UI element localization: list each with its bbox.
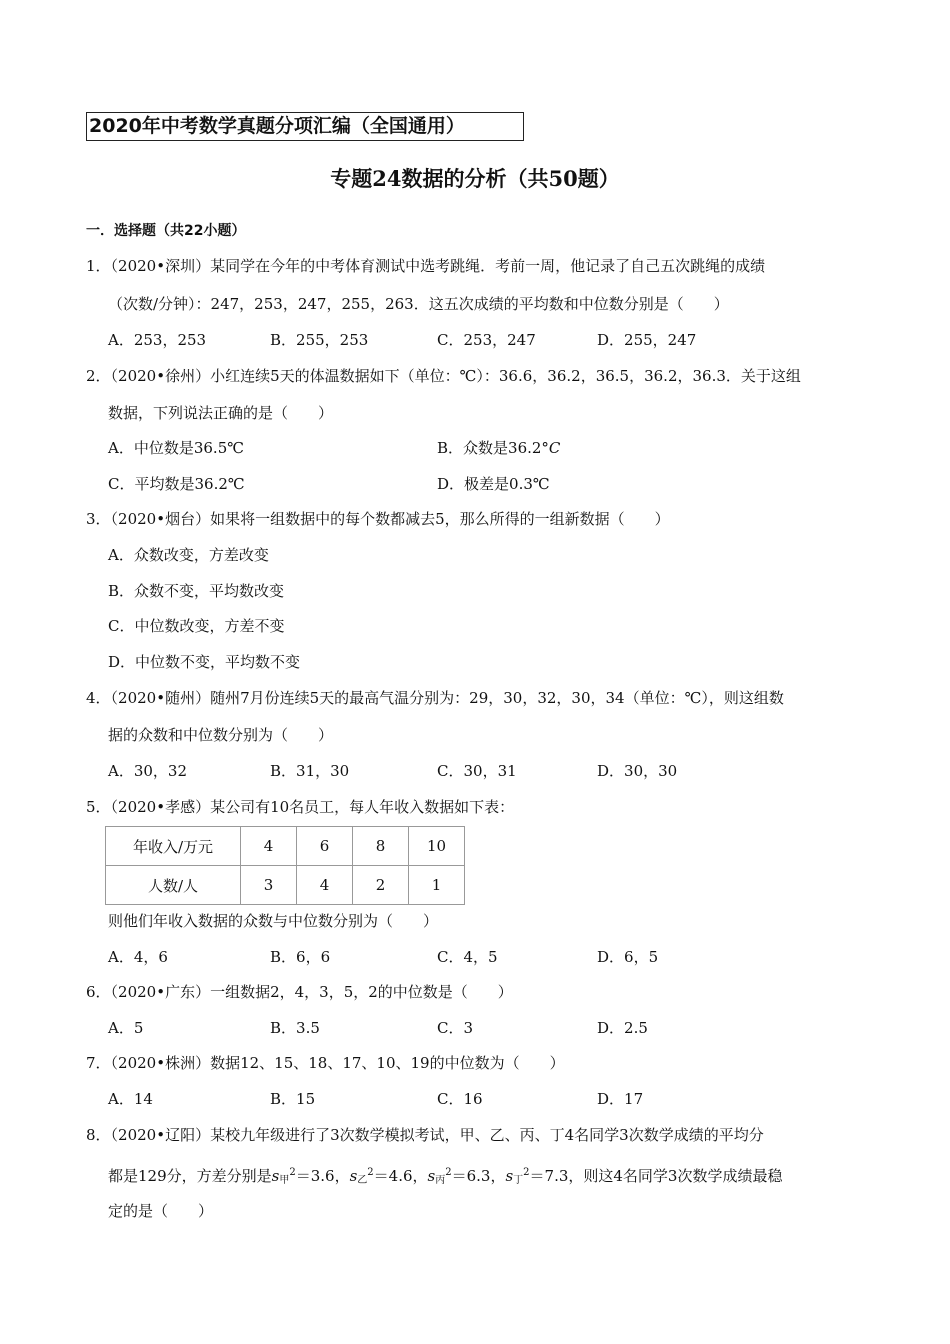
question-1-option-c: C．253，247 (437, 331, 536, 349)
section-heading: 一．选择题（共22小题） (86, 223, 246, 239)
variance-value: ＝6.3， (451, 1167, 506, 1185)
question-4-option-a: A．30，32 (108, 762, 188, 780)
variance-subscript: 甲 (279, 1175, 290, 1186)
variance-subscript: 丁 (513, 1175, 524, 1186)
table-cell: 4 (241, 827, 297, 866)
page-title: 专题24数据的分析（共50题） (330, 166, 620, 191)
variance-subscript: 乙 (357, 1175, 368, 1186)
variance-value: ＝4.6， (373, 1167, 428, 1185)
question-1-line-1: 1．（2020•深圳）某同学在今年的中考体育测试中选考跳绳．考前一周，他记录了自己五次跳绳的成绩 (86, 257, 766, 275)
question-5-option-b: B．6，6 (270, 948, 331, 966)
question-5-option-a: A．4，6 (108, 948, 168, 966)
question-7-line-1: 7．（2020•株洲）数据12、15、18、17、10、19的中位数为（ ） (86, 1054, 565, 1072)
question-4-option-b: B．31，30 (270, 762, 350, 780)
table-cell: 3 (241, 866, 297, 905)
question-4-line-1: 4．（2020•随州）随州7月份连续5天的最高气温分别为：29，30，32，30，34（单位：℃），则这组数 (86, 689, 784, 707)
question-8-line-1: 8．（2020•辽阳）某校九年级进行了3次数学模拟考试，甲、乙、丙、丁4名同学3次数学成绩的平均分 (86, 1126, 764, 1144)
square-exponent: 2 (523, 1167, 530, 1178)
table-row (106, 827, 465, 866)
question-3-option-a: A．众数改变，方差改变 (108, 546, 269, 564)
question-2-option-b-unit: C (548, 439, 561, 457)
question-5-option-c: C．4，5 (437, 948, 498, 966)
question-8-text: 都是129分，方差分别是 (108, 1167, 272, 1185)
question-1-option-b: B．255，253 (270, 331, 369, 349)
question-7-option-a: A．14 (108, 1090, 153, 1108)
table-cell: 6 (297, 827, 353, 866)
square-exponent: 2 (289, 1167, 296, 1178)
question-8-line-3: 定的是（ ） (108, 1202, 214, 1220)
table-cell: 4 (297, 866, 353, 905)
question-1-line-2: （次数/分钟）：247，253，247，255，263．这五次成绩的平均数和中位数分别是（ ） (108, 295, 729, 313)
question-4-option-d: D．30，30 (597, 762, 678, 780)
question-2-option-d: D．极差是0.3℃ (437, 475, 550, 493)
square-exponent: 2 (367, 1167, 374, 1178)
variance-symbol: s (349, 1167, 358, 1185)
question-5-option-d: D．6，5 (597, 948, 659, 966)
question-2-option-b-text: B．众数是36.2° (437, 439, 549, 457)
variance-subscript: 丙 (435, 1175, 446, 1186)
question-1-option-a: A．253，253 (108, 331, 207, 349)
question-1-option-d: D．255，247 (597, 331, 697, 349)
question-2-line-2: 数据，下列说法正确的是（ ） (108, 404, 334, 422)
table-cell: 人数/人 (106, 866, 241, 905)
question-5-line-2: 则他们年收入数据的众数与中位数分别为（ ） (108, 912, 439, 930)
question-2-option-b (437, 438, 560, 458)
question-6-option-d: D．2.5 (597, 1019, 648, 1037)
question-3-option-d: D．中位数不变，平均数不变 (108, 653, 301, 671)
income-table (105, 826, 465, 905)
table-cell: 10 (409, 827, 465, 866)
question-6-option-b: B．3.5 (270, 1019, 320, 1037)
table-cell: 1 (409, 866, 465, 905)
variance-value: ＝3.6， (295, 1167, 350, 1185)
table-cell: 年收入/万元 (106, 827, 241, 866)
table-row (106, 866, 465, 905)
question-6-line-1: 6．（2020•广东）一组数据2，4，3，5，2的中位数是（ ） (86, 983, 513, 1001)
variance-symbol: s (427, 1167, 436, 1185)
variance-symbol: s (505, 1167, 514, 1185)
table-cell: 2 (353, 866, 409, 905)
question-3-option-b: B．众数不变，平均数改变 (108, 582, 285, 600)
series-title-box: 2020年中考数学真题分项汇编（全国通用） (86, 112, 524, 141)
question-4-option-c: C．30，31 (437, 762, 517, 780)
question-2-option-a: A．中位数是36.5℃ (108, 439, 245, 457)
question-7-option-d: D．17 (597, 1090, 644, 1108)
question-6-option-a: A．5 (108, 1019, 144, 1037)
question-3-line-1: 3．（2020•烟台）如果将一组数据中的每个数都减去5，那么所得的一组新数据（ ） (86, 510, 670, 528)
table-cell: 8 (353, 827, 409, 866)
question-2-option-c: C．平均数是36.2℃ (108, 475, 245, 493)
variance-value: ＝7.3，则这4名同学3次数学成绩最稳 (529, 1167, 783, 1185)
question-7-option-c: C．16 (437, 1090, 483, 1108)
question-6-option-c: C．3 (437, 1019, 474, 1037)
square-exponent: 2 (445, 1167, 452, 1178)
question-5-line-1: 5．（2020•孝感）某公司有10名员工，每人年收入数据如下表： (86, 798, 515, 816)
question-8-line-2 (108, 1163, 782, 1189)
question-7-option-b: B．15 (270, 1090, 316, 1108)
variance-symbol: s (271, 1167, 280, 1185)
question-2-line-1: 2．（2020•徐州）小红连续5天的体温数据如下（单位：℃）：36.6，36.2，36.5，36.2，36.3．关于这组 (86, 367, 801, 385)
question-3-option-c: C．中位数改变，方差不变 (108, 617, 285, 635)
question-4-line-2: 据的众数和中位数分别为（ ） (108, 726, 334, 744)
